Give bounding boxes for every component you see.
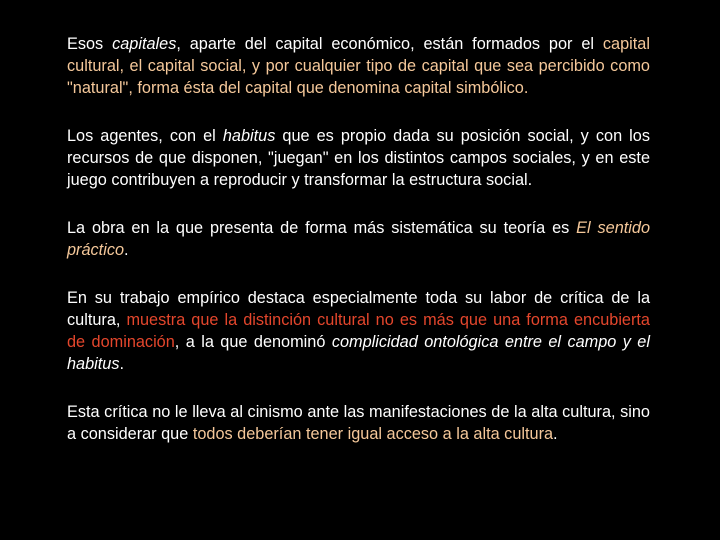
text-run: que es propio dada su posición social, y con los recursos de que disponen, "juegan" en los distintos campos sociales, y en este juego contribuyen a reproducir y transformar la estructura social. — [67, 127, 650, 189]
text-run: La obra en la que presenta de forma más sistemática su teoría es — [67, 219, 577, 237]
highlighted-text: muestra que la distinción cultural no es más que una forma encubierta de dominación — [67, 311, 650, 351]
slide-body — [67, 33, 650, 445]
text-run: . — [119, 355, 125, 373]
text-run: Los agentes, con el — [67, 127, 223, 145]
italic-term-habitus: habitus — [222, 127, 276, 145]
italic-book-title: El sentido práctico — [67, 219, 650, 259]
paragraph-habitus — [67, 125, 650, 191]
text-run: , a la que denominó — [174, 333, 332, 351]
paragraph-spacer — [67, 191, 650, 217]
highlighted-text: todos deberían tener igual acceso a la alta cultura — [192, 425, 554, 443]
text-run: Esta crítica no le lleva al cinismo ante las manifestaciones de la alta cultura, sino a considerar que — [67, 403, 650, 443]
paragraph-spacer — [67, 99, 650, 125]
paragraph-critica-cultura — [67, 287, 650, 375]
highlighted-text: capital cultural, el capital social, y por cualquier tipo de capital que sea percibido como "natural", forma ésta del capital que denomina capital simbólico. — [67, 35, 650, 97]
text-run: . — [553, 425, 558, 443]
paragraph-capitales — [67, 33, 650, 99]
paragraph-obra — [67, 217, 650, 261]
text-run: En su trabajo empírico destaca especialmente toda su labor de crítica de la cultura, — [67, 289, 650, 329]
paragraph-spacer — [67, 261, 650, 287]
text-run: . — [124, 241, 129, 259]
italic-term-capitales: capitales — [112, 35, 177, 53]
italic-term-complicidad: complicidad ontológica entre el campo y el habitus — [67, 333, 650, 373]
text-run: Esos — [67, 35, 113, 53]
paragraph-spacer — [67, 375, 650, 401]
text-run: , aparte del capital económico, están formados por el — [176, 35, 603, 53]
paragraph-alta-cultura — [67, 401, 650, 445]
